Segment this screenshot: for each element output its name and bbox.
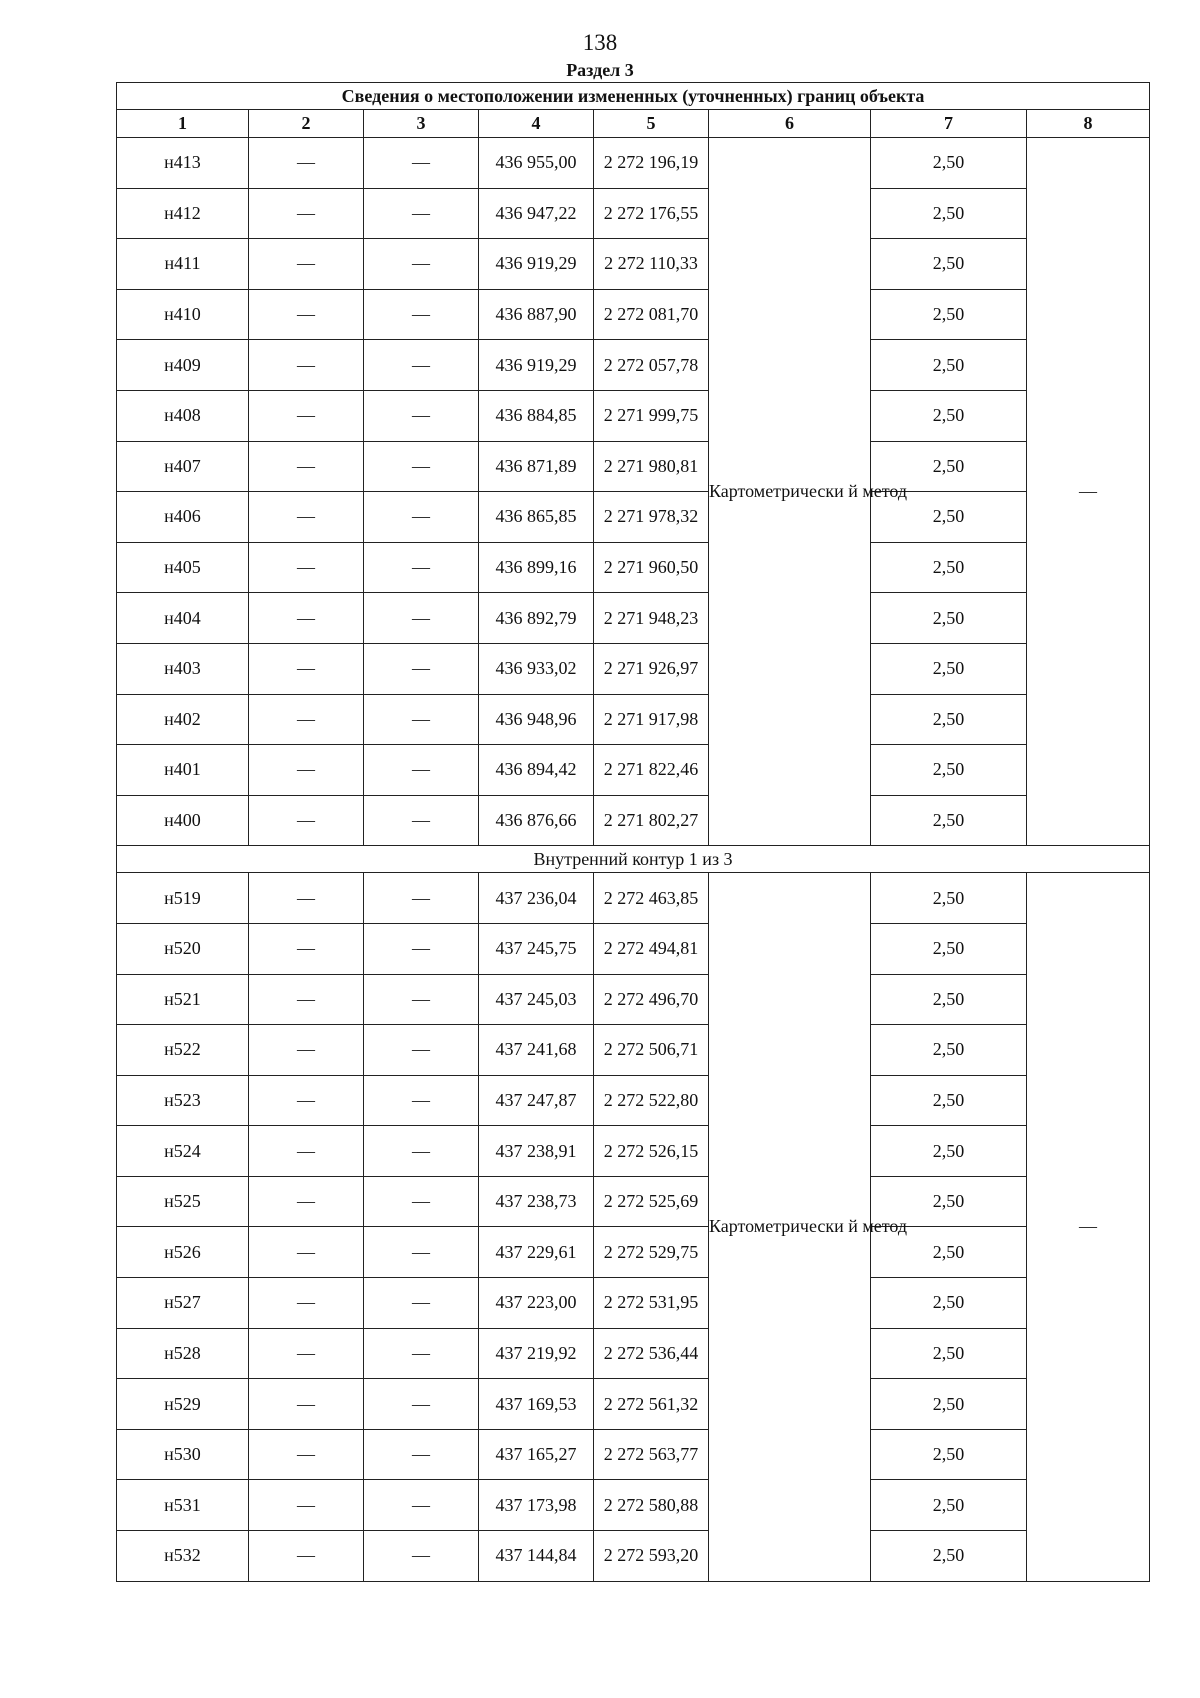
column-2-cell: — bbox=[249, 1278, 364, 1329]
point-name-cell: н525 bbox=[117, 1176, 249, 1227]
x-coordinate-cell: 436 892,79 bbox=[479, 593, 594, 644]
accuracy-cell: 2,50 bbox=[871, 1025, 1027, 1076]
column-3-cell: — bbox=[364, 1480, 479, 1531]
y-coordinate-cell: 2 271 960,50 bbox=[594, 542, 709, 593]
x-coordinate-cell: 436 865,85 bbox=[479, 492, 594, 543]
column-3-cell: — bbox=[364, 441, 479, 492]
table-row bbox=[117, 390, 1150, 441]
y-coordinate-cell: 2 271 999,75 bbox=[594, 390, 709, 441]
column-2-cell: — bbox=[249, 542, 364, 593]
accuracy-cell: 2,50 bbox=[871, 873, 1027, 924]
column-2-cell: — bbox=[249, 1126, 364, 1177]
accuracy-cell: 2,50 bbox=[871, 1379, 1027, 1430]
column-2-cell: — bbox=[249, 694, 364, 745]
column-header: 2 bbox=[249, 110, 364, 138]
column-2-cell: — bbox=[249, 1480, 364, 1531]
column-2-cell: — bbox=[249, 138, 364, 189]
column-2-cell: — bbox=[249, 1429, 364, 1480]
column-header: 6 bbox=[709, 110, 871, 138]
accuracy-cell: 2,50 bbox=[871, 1531, 1027, 1582]
accuracy-cell: 2,50 bbox=[871, 1176, 1027, 1227]
x-coordinate-cell: 436 894,42 bbox=[479, 745, 594, 796]
method-cell: Картометрически й метод bbox=[709, 138, 871, 846]
column-3-cell: — bbox=[364, 974, 479, 1025]
table-row bbox=[117, 1328, 1150, 1379]
table-row bbox=[117, 1126, 1150, 1177]
point-name-cell: н408 bbox=[117, 390, 249, 441]
table-row bbox=[117, 340, 1150, 391]
y-coordinate-cell: 2 272 526,15 bbox=[594, 1126, 709, 1177]
table-row bbox=[117, 923, 1150, 974]
y-coordinate-cell: 2 272 176,55 bbox=[594, 188, 709, 239]
y-coordinate-cell: 2 272 531,95 bbox=[594, 1278, 709, 1329]
table-row bbox=[117, 138, 1150, 189]
x-coordinate-cell: 436 871,89 bbox=[479, 441, 594, 492]
column-2-cell: — bbox=[249, 1075, 364, 1126]
point-name-cell: н413 bbox=[117, 138, 249, 189]
point-name-cell: н530 bbox=[117, 1429, 249, 1480]
accuracy-cell: 2,50 bbox=[871, 1328, 1027, 1379]
column-header-row bbox=[117, 110, 1150, 138]
point-name-cell: н521 bbox=[117, 974, 249, 1025]
x-coordinate-cell: 437 238,73 bbox=[479, 1176, 594, 1227]
y-coordinate-cell: 2 272 110,33 bbox=[594, 239, 709, 290]
y-coordinate-cell: 2 272 593,20 bbox=[594, 1531, 709, 1582]
column-3-cell: — bbox=[364, 873, 479, 924]
column-3-cell: — bbox=[364, 923, 479, 974]
x-coordinate-cell: 436 955,00 bbox=[479, 138, 594, 189]
point-name-cell: н412 bbox=[117, 188, 249, 239]
table-row bbox=[117, 1075, 1150, 1126]
x-coordinate-cell: 437 223,00 bbox=[479, 1278, 594, 1329]
point-name-cell: н524 bbox=[117, 1126, 249, 1177]
column-header: 1 bbox=[117, 110, 249, 138]
accuracy-cell: 2,50 bbox=[871, 643, 1027, 694]
y-coordinate-cell: 2 272 563,77 bbox=[594, 1429, 709, 1480]
y-coordinate-cell: 2 272 496,70 bbox=[594, 974, 709, 1025]
column-2-cell: — bbox=[249, 441, 364, 492]
y-coordinate-cell: 2 271 980,81 bbox=[594, 441, 709, 492]
contour-label: Внутренний контур 1 из 3 bbox=[117, 846, 1150, 873]
column-2-cell: — bbox=[249, 593, 364, 644]
table-body bbox=[117, 138, 1150, 1582]
x-coordinate-cell: 437 165,27 bbox=[479, 1429, 594, 1480]
point-name-cell: н404 bbox=[117, 593, 249, 644]
accuracy-cell: 2,50 bbox=[871, 340, 1027, 391]
y-coordinate-cell: 2 272 522,80 bbox=[594, 1075, 709, 1126]
x-coordinate-cell: 436 919,29 bbox=[479, 340, 594, 391]
column-3-cell: — bbox=[364, 289, 479, 340]
x-coordinate-cell: 437 238,91 bbox=[479, 1126, 594, 1177]
column-2-cell: — bbox=[249, 289, 364, 340]
accuracy-cell: 2,50 bbox=[871, 1227, 1027, 1278]
table-row bbox=[117, 694, 1150, 745]
column-3-cell: — bbox=[364, 1176, 479, 1227]
y-coordinate-cell: 2 272 494,81 bbox=[594, 923, 709, 974]
accuracy-cell: 2,50 bbox=[871, 745, 1027, 796]
x-coordinate-cell: 436 876,66 bbox=[479, 795, 594, 846]
page-number: 138 bbox=[582, 30, 618, 55]
point-name-cell: н402 bbox=[117, 694, 249, 745]
column-2-cell: — bbox=[249, 340, 364, 391]
table-row bbox=[117, 873, 1150, 924]
boundary-coordinates-table bbox=[116, 82, 1150, 1582]
point-name-cell: н409 bbox=[117, 340, 249, 391]
column-8-cell: — bbox=[1027, 873, 1150, 1581]
accuracy-cell: 2,50 bbox=[871, 390, 1027, 441]
table-row bbox=[117, 643, 1150, 694]
column-3-cell: — bbox=[364, 138, 479, 189]
column-2-cell: — bbox=[249, 923, 364, 974]
column-3-cell: — bbox=[364, 340, 479, 391]
method-cell: Картометрически й метод bbox=[709, 873, 871, 1581]
column-2-cell: — bbox=[249, 1025, 364, 1076]
y-coordinate-cell: 2 272 580,88 bbox=[594, 1480, 709, 1531]
point-name-cell: н526 bbox=[117, 1227, 249, 1278]
column-2-cell: — bbox=[249, 1176, 364, 1227]
contour-label-row bbox=[117, 846, 1150, 873]
y-coordinate-cell: 2 271 978,32 bbox=[594, 492, 709, 543]
point-name-cell: н523 bbox=[117, 1075, 249, 1126]
accuracy-cell: 2,50 bbox=[871, 188, 1027, 239]
column-3-cell: — bbox=[364, 1531, 479, 1582]
table-row bbox=[117, 1025, 1150, 1076]
column-2-cell: — bbox=[249, 643, 364, 694]
column-3-cell: — bbox=[364, 694, 479, 745]
column-3-cell: — bbox=[364, 1126, 479, 1177]
column-3-cell: — bbox=[364, 593, 479, 644]
x-coordinate-cell: 437 245,75 bbox=[479, 923, 594, 974]
y-coordinate-cell: 2 271 926,97 bbox=[594, 643, 709, 694]
table-row bbox=[117, 974, 1150, 1025]
point-name-cell: н406 bbox=[117, 492, 249, 543]
column-2-cell: — bbox=[249, 390, 364, 441]
column-3-cell: — bbox=[364, 1328, 479, 1379]
x-coordinate-cell: 437 173,98 bbox=[479, 1480, 594, 1531]
table-row bbox=[117, 1480, 1150, 1531]
accuracy-cell: 2,50 bbox=[871, 542, 1027, 593]
accuracy-cell: 2,50 bbox=[871, 1126, 1027, 1177]
accuracy-cell: 2,50 bbox=[871, 1480, 1027, 1531]
y-coordinate-cell: 2 272 536,44 bbox=[594, 1328, 709, 1379]
y-coordinate-cell: 2 272 081,70 bbox=[594, 289, 709, 340]
column-3-cell: — bbox=[364, 643, 479, 694]
column-3-cell: — bbox=[364, 390, 479, 441]
table-caption: Сведения о местоположении измененных (уточненных) границ объекта bbox=[117, 83, 1150, 110]
accuracy-cell: 2,50 bbox=[871, 441, 1027, 492]
y-coordinate-cell: 2 272 463,85 bbox=[594, 873, 709, 924]
column-3-cell: — bbox=[364, 492, 479, 543]
accuracy-cell: 2,50 bbox=[871, 492, 1027, 543]
accuracy-cell: 2,50 bbox=[871, 694, 1027, 745]
point-name-cell: н410 bbox=[117, 289, 249, 340]
column-header: 7 bbox=[871, 110, 1027, 138]
y-coordinate-cell: 2 272 196,19 bbox=[594, 138, 709, 189]
point-name-cell: н520 bbox=[117, 923, 249, 974]
accuracy-cell: 2,50 bbox=[871, 923, 1027, 974]
accuracy-cell: 2,50 bbox=[871, 289, 1027, 340]
accuracy-cell: 2,50 bbox=[871, 138, 1027, 189]
table-row bbox=[117, 1176, 1150, 1227]
point-name-cell: н411 bbox=[117, 239, 249, 290]
x-coordinate-cell: 437 241,68 bbox=[479, 1025, 594, 1076]
table-row bbox=[117, 593, 1150, 644]
column-2-cell: — bbox=[249, 795, 364, 846]
x-coordinate-cell: 436 933,02 bbox=[479, 643, 594, 694]
column-2-cell: — bbox=[249, 1328, 364, 1379]
x-coordinate-cell: 436 899,16 bbox=[479, 542, 594, 593]
accuracy-cell: 2,50 bbox=[871, 974, 1027, 1025]
y-coordinate-cell: 2 272 525,69 bbox=[594, 1176, 709, 1227]
column-2-cell: — bbox=[249, 492, 364, 543]
column-3-cell: — bbox=[364, 188, 479, 239]
column-2-cell: — bbox=[249, 1531, 364, 1582]
column-header: 5 bbox=[594, 110, 709, 138]
column-2-cell: — bbox=[249, 873, 364, 924]
y-coordinate-cell: 2 271 948,23 bbox=[594, 593, 709, 644]
table-row bbox=[117, 1379, 1150, 1430]
accuracy-cell: 2,50 bbox=[871, 1075, 1027, 1126]
table-row bbox=[117, 289, 1150, 340]
x-coordinate-cell: 436 947,22 bbox=[479, 188, 594, 239]
table-row bbox=[117, 542, 1150, 593]
column-2-cell: — bbox=[249, 974, 364, 1025]
table-row bbox=[117, 1531, 1150, 1582]
column-8-cell: — bbox=[1027, 138, 1150, 846]
point-name-cell: н400 bbox=[117, 795, 249, 846]
column-3-cell: — bbox=[364, 795, 479, 846]
table-row bbox=[117, 188, 1150, 239]
column-3-cell: — bbox=[364, 1379, 479, 1430]
point-name-cell: н522 bbox=[117, 1025, 249, 1076]
table-row bbox=[117, 441, 1150, 492]
column-header: 8 bbox=[1027, 110, 1150, 138]
y-coordinate-cell: 2 271 917,98 bbox=[594, 694, 709, 745]
column-3-cell: — bbox=[364, 1278, 479, 1329]
x-coordinate-cell: 437 144,84 bbox=[479, 1531, 594, 1582]
column-2-cell: — bbox=[249, 1227, 364, 1278]
x-coordinate-cell: 436 948,96 bbox=[479, 694, 594, 745]
column-3-cell: — bbox=[364, 1227, 479, 1278]
x-coordinate-cell: 437 247,87 bbox=[479, 1075, 594, 1126]
point-name-cell: н529 bbox=[117, 1379, 249, 1430]
column-3-cell: — bbox=[364, 1075, 479, 1126]
table-row bbox=[117, 1429, 1150, 1480]
table-row bbox=[117, 795, 1150, 846]
table-row bbox=[117, 1227, 1150, 1278]
column-3-cell: — bbox=[364, 745, 479, 796]
column-3-cell: — bbox=[364, 239, 479, 290]
point-name-cell: н528 bbox=[117, 1328, 249, 1379]
accuracy-cell: 2,50 bbox=[871, 1429, 1027, 1480]
x-coordinate-cell: 437 219,92 bbox=[479, 1328, 594, 1379]
point-name-cell: н403 bbox=[117, 643, 249, 694]
y-coordinate-cell: 2 272 561,32 bbox=[594, 1379, 709, 1430]
x-coordinate-cell: 436 919,29 bbox=[479, 239, 594, 290]
column-3-cell: — bbox=[364, 1025, 479, 1076]
table-row bbox=[117, 745, 1150, 796]
y-coordinate-cell: 2 272 506,71 bbox=[594, 1025, 709, 1076]
column-2-cell: — bbox=[249, 745, 364, 796]
point-name-cell: н527 bbox=[117, 1278, 249, 1329]
x-coordinate-cell: 437 245,03 bbox=[479, 974, 594, 1025]
column-2-cell: — bbox=[249, 188, 364, 239]
point-name-cell: н401 bbox=[117, 745, 249, 796]
x-coordinate-cell: 436 884,85 bbox=[479, 390, 594, 441]
accuracy-cell: 2,50 bbox=[871, 239, 1027, 290]
y-coordinate-cell: 2 272 057,78 bbox=[594, 340, 709, 391]
column-3-cell: — bbox=[364, 1429, 479, 1480]
column-3-cell: — bbox=[364, 542, 479, 593]
point-name-cell: н531 bbox=[117, 1480, 249, 1531]
y-coordinate-cell: 2 272 529,75 bbox=[594, 1227, 709, 1278]
point-name-cell: н405 bbox=[117, 542, 249, 593]
accuracy-cell: 2,50 bbox=[871, 593, 1027, 644]
table-row bbox=[117, 239, 1150, 290]
y-coordinate-cell: 2 271 802,27 bbox=[594, 795, 709, 846]
column-header: 4 bbox=[479, 110, 594, 138]
point-name-cell: н519 bbox=[117, 873, 249, 924]
table-row bbox=[117, 1278, 1150, 1329]
x-coordinate-cell: 437 169,53 bbox=[479, 1379, 594, 1430]
x-coordinate-cell: 437 236,04 bbox=[479, 873, 594, 924]
point-name-cell: н407 bbox=[117, 441, 249, 492]
section-title: Раздел 3 bbox=[566, 60, 634, 80]
y-coordinate-cell: 2 271 822,46 bbox=[594, 745, 709, 796]
x-coordinate-cell: 437 229,61 bbox=[479, 1227, 594, 1278]
accuracy-cell: 2,50 bbox=[871, 795, 1027, 846]
point-name-cell: н532 bbox=[117, 1531, 249, 1582]
column-2-cell: — bbox=[249, 239, 364, 290]
column-2-cell: — bbox=[249, 1379, 364, 1430]
table-row bbox=[117, 492, 1150, 543]
accuracy-cell: 2,50 bbox=[871, 1278, 1027, 1329]
column-header: 3 bbox=[364, 110, 479, 138]
x-coordinate-cell: 436 887,90 bbox=[479, 289, 594, 340]
table-caption-row bbox=[117, 83, 1150, 110]
